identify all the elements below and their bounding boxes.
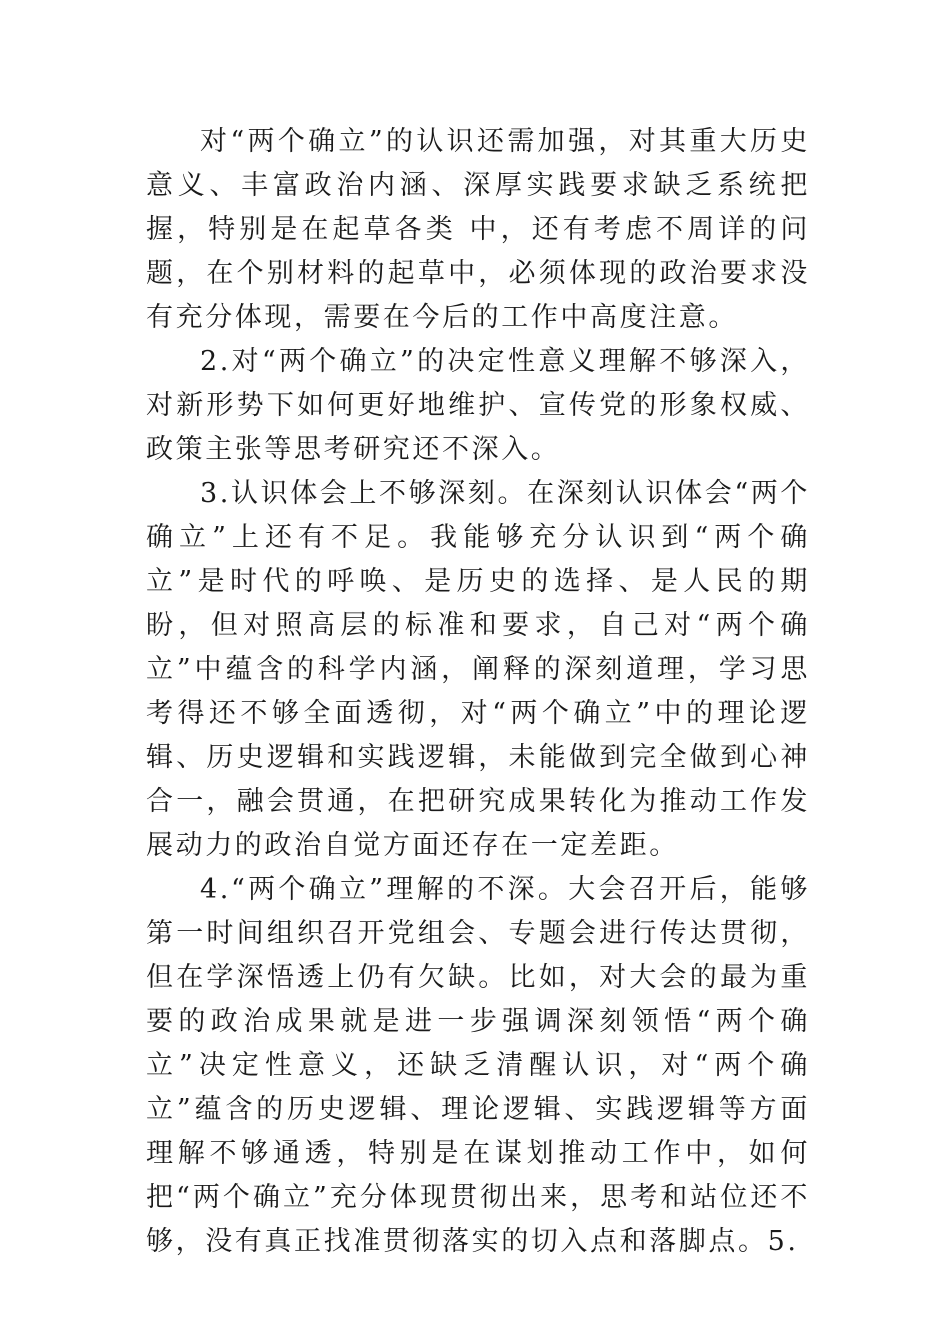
document-body xyxy=(146,120,810,1264)
paragraph-4: 4.“两个确立”理解的不深。大会召开后，能够第一时间组织召开党组会、专题会进行传达贯彻，但在学深悟透上仍有欠缺。比如，对大会的最为重要的政治成果就是进一步强调深刻领悟“两个确立”决定性意义，还缺乏清醒认识，对“两个确立”蕴含的历史逻辑、理论逻辑、实践逻辑等方面理解不够通透，特别是在谋划推动工作中，如何把“两个确立”充分体现贯彻出来，思考和站位还不够，没有真正找准贯彻落实的切入点和落脚点。5. xyxy=(146,874,810,1257)
paragraph-3: 3.认识体会上不够深刻。在深刻认识体会“两个确立”上还有不足。我能够充分认识到“两个确立”是时代的呼唤、是历史的选择、是人民的期盼，但对照高层的标准和要求，自己对“两个确立”中蕴含的科学内涵，阐释的深刻道理，学习思考得还不够全面透彻，对“两个确立”中的理论逻辑、历史逻辑和实践逻辑，未能做到完全做到心神合一，融会贯通，在把研究成果转化为推动工作发展动力的政治自觉方面还存在一定差距。 xyxy=(146,478,810,861)
paragraph-1: 对“两个确立”的认识还需加强，对其重大历史意义、丰富政治内涵、深厚实践要求缺乏系统把握，特别是在起草各类 中，还有考虑不周详的问题，在个别材料的起草中，必须体现的政治要求没有充分体现，需要在今后的工作中高度注意。 xyxy=(146,126,810,333)
paragraph-2: 2.对“两个确立”的决定性意义理解不够深入，对新形势下如何更好地维护、宣传党的形象权威、政策主张等思考研究还不深入。 xyxy=(146,346,810,465)
